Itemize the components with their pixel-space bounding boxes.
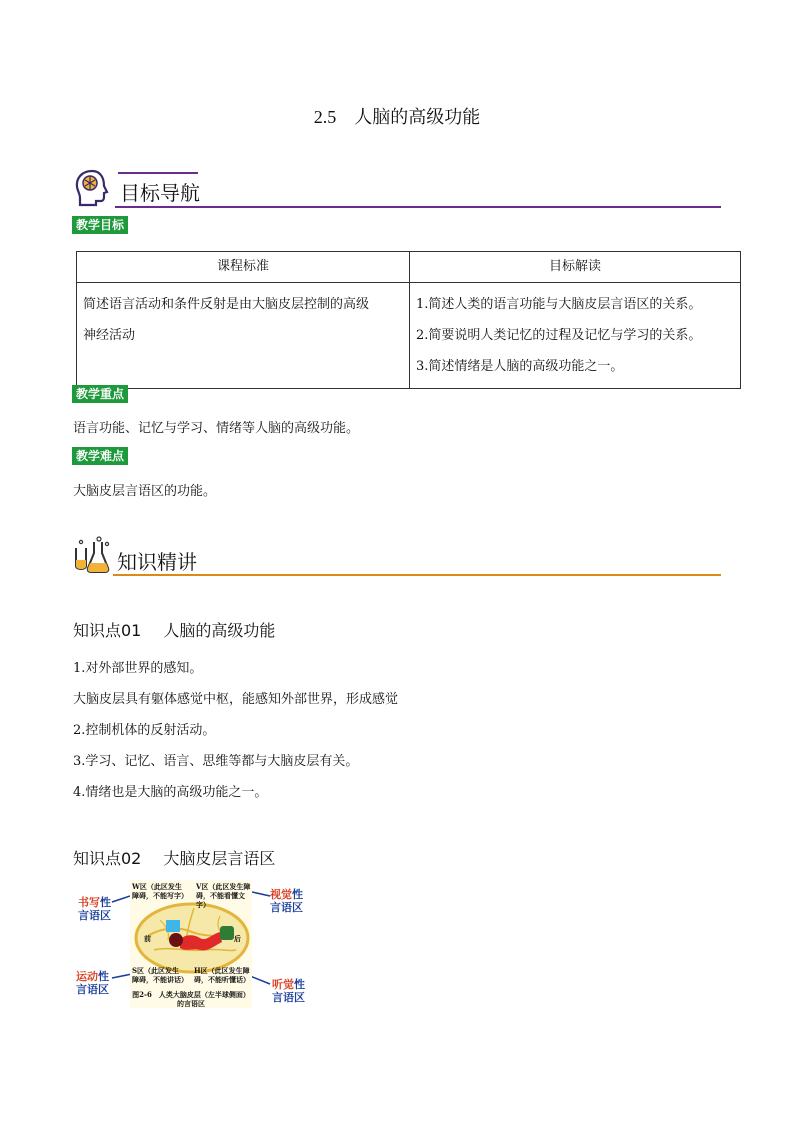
- goal-table-standard-cell: [77, 283, 410, 389]
- motor-area-label-b: 性: [98, 970, 109, 983]
- connector-arrow: [112, 974, 132, 978]
- page-title: [0, 103, 794, 129]
- tag-teaching-difficulty: 教学难点: [72, 447, 128, 465]
- v-area-region: [220, 926, 234, 940]
- kp2-number: 知识点02: [73, 849, 142, 868]
- kp2-name: 大脑皮层言语区: [163, 849, 276, 868]
- tag-teaching-goal: 教学目标: [72, 216, 128, 234]
- hearing-area-label-c: 言语区: [272, 991, 305, 1004]
- kp1-number: 知识点01: [73, 621, 142, 640]
- s-area-text: S区（此区发生障碍，不能讲话）: [132, 966, 188, 984]
- goal-table: [76, 251, 741, 389]
- interpret-line: 3.简述情绪是人脑的高级功能之一。: [416, 359, 624, 374]
- kp1-line: 3.学习、记忆、语言、思维等都与大脑皮层有关。: [73, 754, 359, 769]
- section2-divider: [113, 574, 721, 576]
- section2-icon: [72, 536, 114, 574]
- lab-flask-icon: [72, 536, 114, 574]
- hearing-area-label-b: 性: [294, 978, 305, 991]
- title-number: 2.5: [313, 107, 337, 127]
- section1-divider: [115, 206, 721, 208]
- hearing-area-label-a: 听觉: [272, 978, 294, 991]
- section1-title: 目标导航: [120, 181, 200, 205]
- motor-area-label-c: 言语区: [76, 983, 109, 996]
- goal-table-interpret-cell: [410, 283, 741, 389]
- goal-table-header-interpret: 目标解读: [410, 252, 741, 283]
- h-area-text: H区（此区发生障碍，不能听懂话）: [194, 966, 250, 984]
- visual-area-label-a: 视觉: [270, 888, 292, 901]
- connector-arrow: [252, 892, 270, 896]
- s-area-region: [169, 933, 183, 947]
- section2-title: 知识精讲: [117, 550, 197, 574]
- w-area-text: W区（此区发生障碍，不能写字）: [132, 882, 188, 900]
- brain-head-icon: [72, 168, 114, 208]
- figure-caption-1: 图2-6 人类大脑皮层（左半球侧面）: [132, 990, 250, 999]
- standard-line: 简述语言活动和条件反射是由大脑皮层控制的高级: [83, 297, 370, 312]
- front-label: 前: [144, 934, 151, 943]
- write-area-label-a: 书写: [78, 896, 100, 909]
- kp1-line: 大脑皮层具有躯体感觉中枢，能感知外部世界，形成感觉: [73, 692, 399, 707]
- standard-line: 神经活动: [83, 328, 136, 343]
- goal-table-row: [77, 283, 741, 389]
- key-text: 语言功能、记忆与学习、情绪等人脑的高级功能。: [73, 421, 360, 436]
- section1-topbar: [118, 172, 198, 174]
- title-text: 人脑的高级功能: [354, 107, 481, 128]
- visual-area-label-b: 性: [292, 888, 303, 901]
- v-area-text: V区（此区发生障碍，不能看懂文字）: [196, 882, 251, 909]
- difficulty-text: 大脑皮层言语区的功能。: [73, 484, 217, 499]
- interpret-line: 1.简述人类的语言功能与大脑皮层言语区的关系。: [416, 297, 702, 312]
- visual-area-label-c: 言语区: [270, 901, 303, 914]
- section1-icon: [72, 168, 114, 208]
- write-area-label-b: 性: [100, 896, 111, 909]
- write-area-label-c: 言语区: [78, 909, 111, 922]
- figure-caption-2: 的言语区: [177, 999, 205, 1008]
- goal-table-header-row: [77, 252, 741, 283]
- w-area-region: [166, 920, 180, 932]
- kp1-line: 1.对外部世界的感知。: [73, 661, 203, 676]
- kp1-title: [73, 618, 275, 641]
- brain-illustration: [130, 880, 252, 1008]
- motor-area-label-a: 运动: [76, 970, 98, 983]
- tag-teaching-key: 教学重点: [72, 385, 128, 403]
- connector-arrow: [112, 896, 130, 902]
- kp2-title: [73, 846, 275, 869]
- kp1-name: 人脑的高级功能: [163, 621, 276, 640]
- goal-table-header-standard: 课程标准: [77, 252, 410, 283]
- kp1-line: 4.情绪也是大脑的高级功能之一。: [73, 785, 268, 800]
- back-label: 后: [234, 934, 241, 943]
- interpret-line: 2.简要说明人类记忆的过程及记忆与学习的关系。: [416, 328, 702, 343]
- language-area-figure: [74, 880, 306, 1008]
- connector-arrow: [250, 976, 270, 984]
- kp1-line: 2.控制机体的反射活动。: [73, 723, 216, 738]
